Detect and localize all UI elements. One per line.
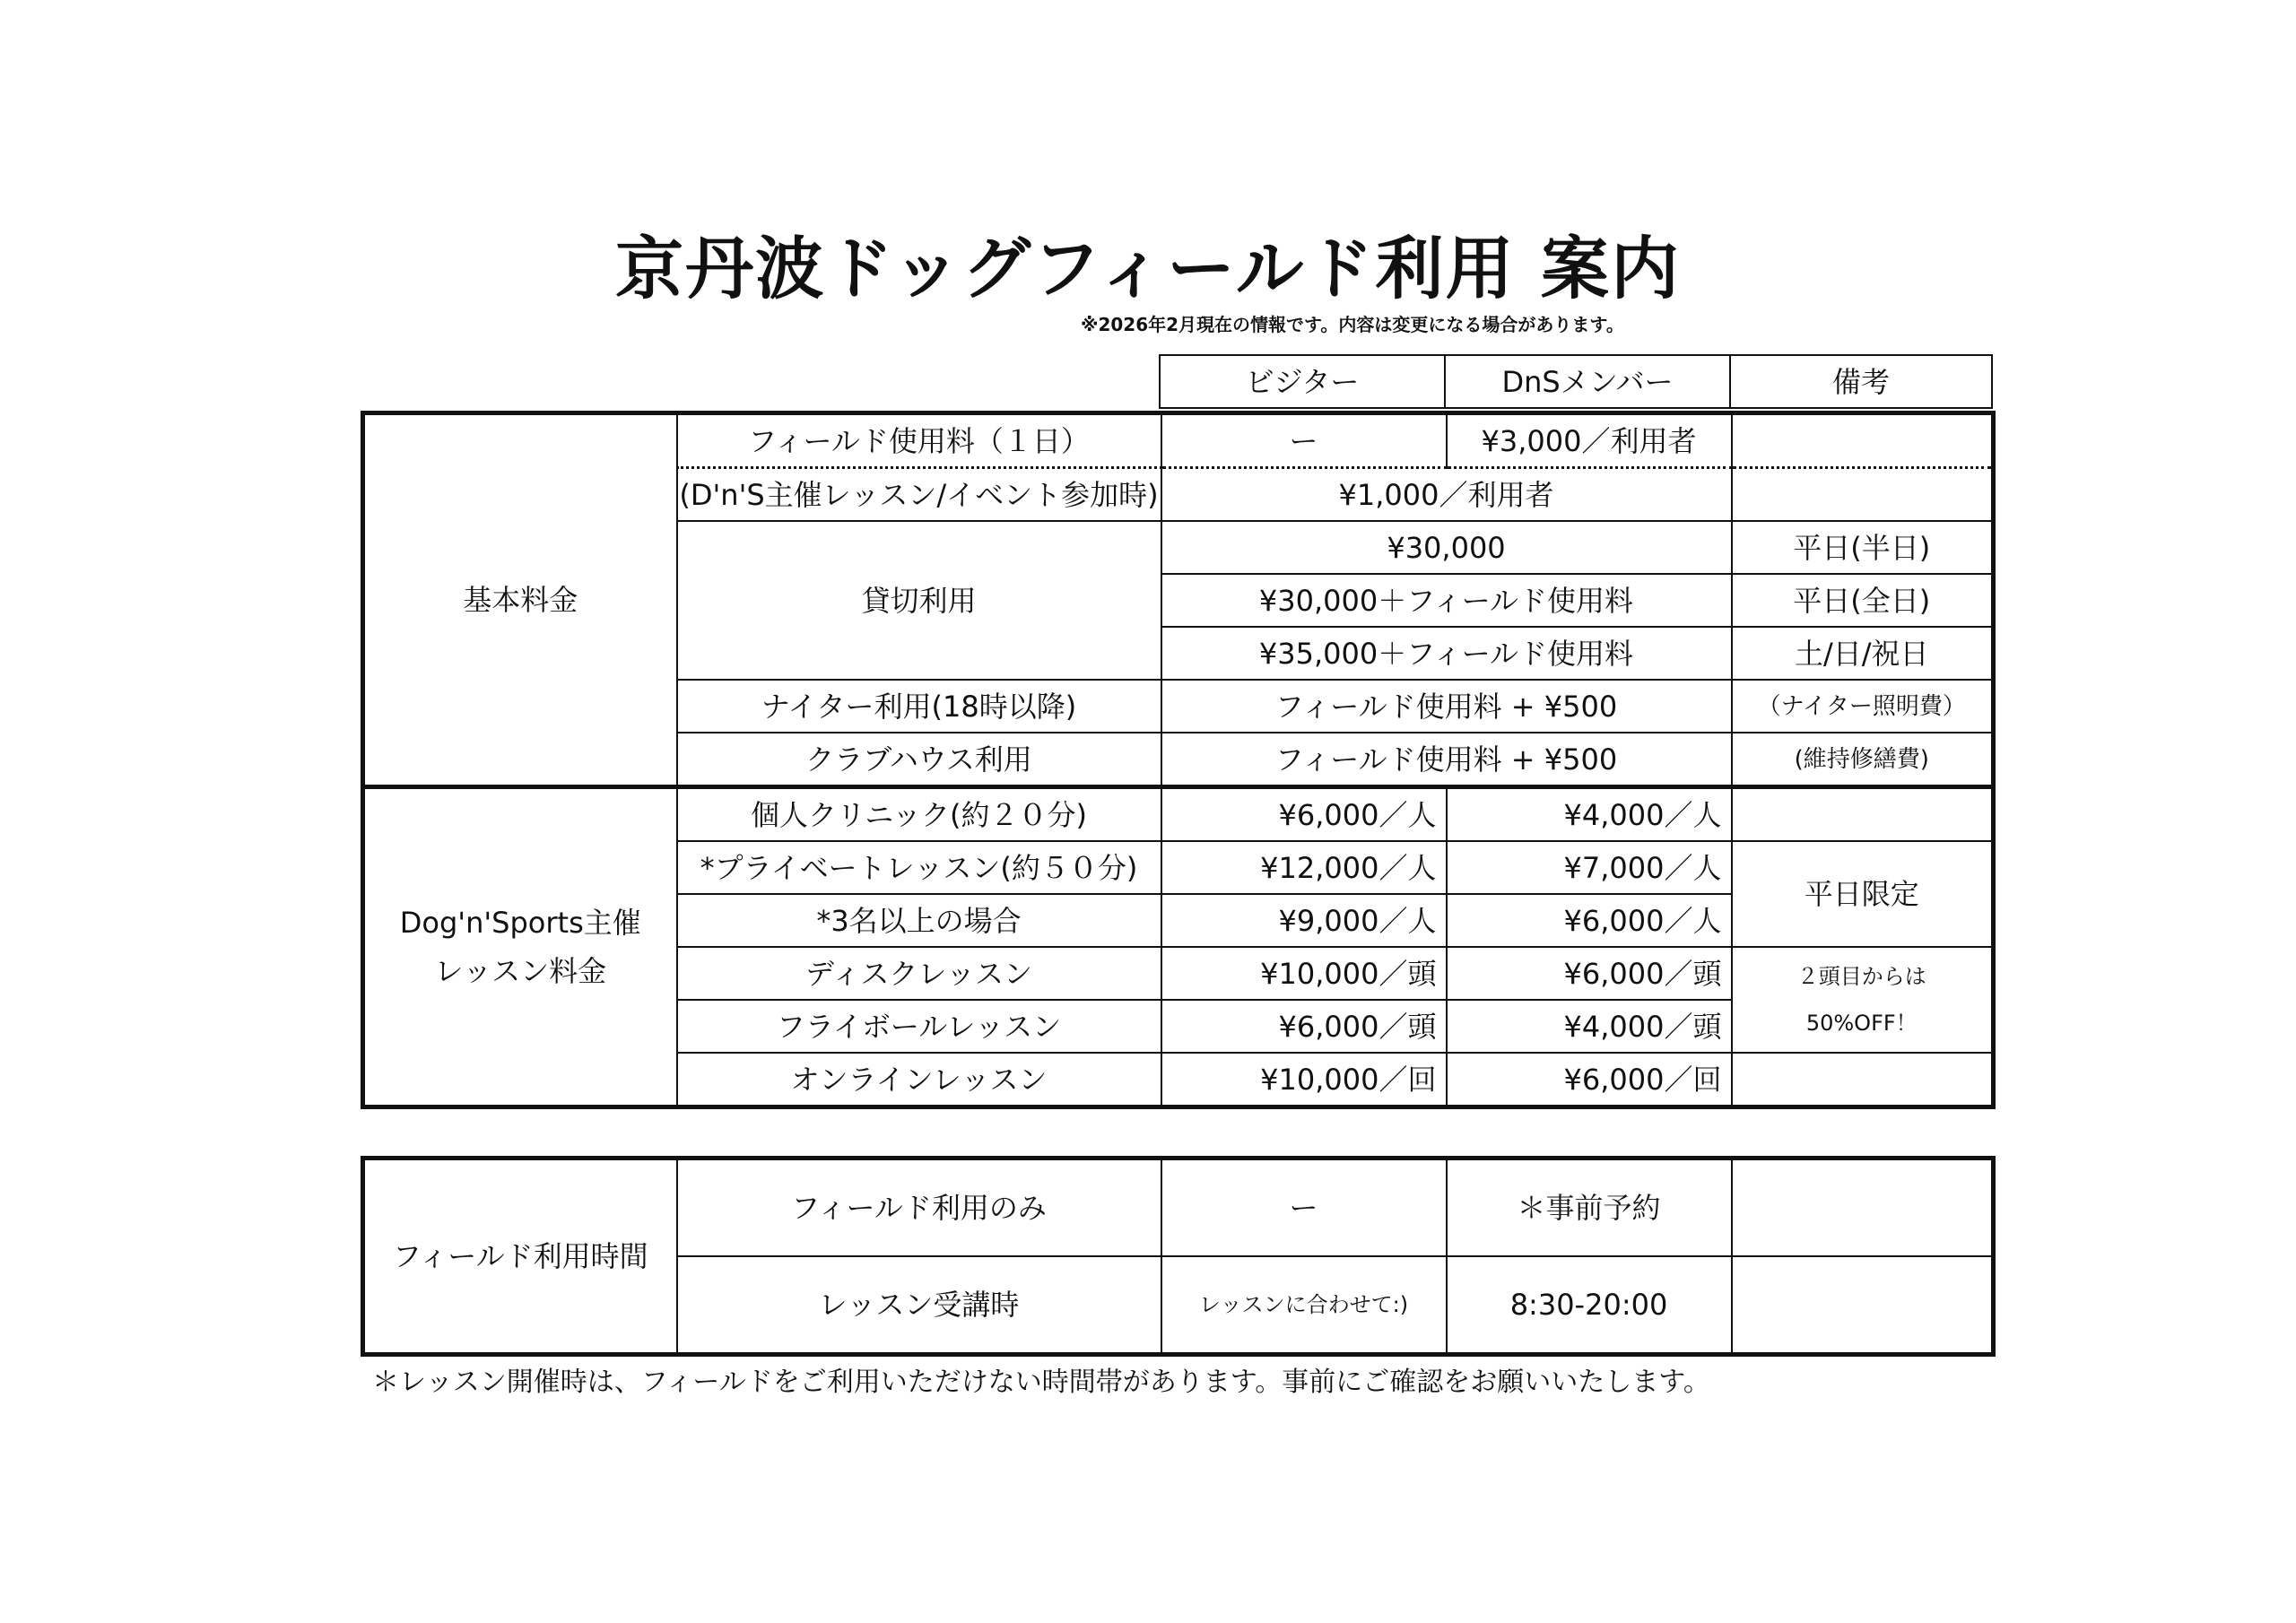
discount-line2: 50%OFF！ xyxy=(1805,1011,1918,1036)
nighter-remarks: （ナイター照明費） xyxy=(1732,680,1994,733)
lesson-time-member: 8:30-20:00 xyxy=(1447,1256,1732,1355)
field-hours-table xyxy=(361,1156,1996,1357)
update-note: ※2026年2月現在の情報です。内容は変更になる場合があります。 xyxy=(1081,314,1624,335)
section-lesson-line1: Dog'n'Sports主催 xyxy=(399,906,641,940)
lesson-label: *プライベートレッスン(約５０分) xyxy=(677,841,1161,894)
event-remarks xyxy=(1732,468,1994,522)
lesson-label: オンラインレッスン xyxy=(677,1053,1161,1107)
price-table xyxy=(361,411,1996,1109)
lesson-time-label: レッスン受講時 xyxy=(677,1256,1161,1355)
event-label: (D'n'S主催レッスン/イベント参加時) xyxy=(677,468,1161,522)
table-row xyxy=(363,787,1994,842)
section-lesson-fee xyxy=(363,787,677,1107)
footer-note: ＊レッスン開催時は、フィールドをご利用いただけない時間帯があります。事前にご確認をお願いいたします。 xyxy=(372,1367,1710,1398)
charter-price: ¥30,000 xyxy=(1161,521,1732,574)
lesson-member-price: ¥7,000／人 xyxy=(1447,841,1732,894)
field-fee-visitor: ー xyxy=(1161,413,1447,468)
field-fee-label: フィールド使用料（１日） xyxy=(677,413,1161,468)
section-field-hours: フィールド利用時間 xyxy=(363,1159,677,1355)
field-only-remarks xyxy=(1732,1159,1994,1257)
lesson-visitor-price: ¥10,000／頭 xyxy=(1161,947,1447,1000)
lesson-visitor-price: ¥9,000／人 xyxy=(1161,894,1447,947)
lesson-member-price: ¥6,000／頭 xyxy=(1447,947,1732,1000)
price-table-header xyxy=(1159,354,1993,409)
charter-label: 貸切利用 xyxy=(677,521,1161,680)
lesson-member-price: ¥6,000／人 xyxy=(1447,894,1732,947)
field-only-member: ＊事前予約 xyxy=(1447,1159,1732,1257)
lesson-time-visitor: レッスンに合わせて:) xyxy=(1161,1256,1447,1355)
header-visitor: ビジター xyxy=(1160,355,1445,408)
discount-remark xyxy=(1732,947,1994,1053)
lesson-label: フライボールレッスン xyxy=(677,1000,1161,1053)
page-title: 京丹波ドッグフィールド利用 案内 xyxy=(615,229,1681,308)
lesson-member-price: ¥4,000／人 xyxy=(1447,787,1732,842)
lesson-label: 個人クリニック(約２０分) xyxy=(677,787,1161,842)
field-only-label: フィールド利用のみ xyxy=(677,1159,1161,1257)
lesson-visitor-price: ¥10,000／回 xyxy=(1161,1053,1447,1107)
lesson-label: ディスクレッスン xyxy=(677,947,1161,1000)
table-row xyxy=(363,413,1994,468)
clubhouse-label: クラブハウス利用 xyxy=(677,733,1161,787)
lesson-member-price: ¥4,000／頭 xyxy=(1447,1000,1732,1053)
field-fee-remarks xyxy=(1732,413,1994,468)
header-member: DnSメンバー xyxy=(1445,355,1730,408)
table-row xyxy=(363,1159,1994,1257)
clubhouse-remarks: (維持修繕費) xyxy=(1732,733,1994,787)
nighter-price: フィールド使用料 + ¥500 xyxy=(1161,680,1732,733)
event-price: ¥1,000／利用者 xyxy=(1161,468,1732,522)
charter-remarks: 平日(全日) xyxy=(1732,574,1994,627)
charter-price: ¥35,000＋フィールド使用料 xyxy=(1161,627,1732,680)
charter-price: ¥30,000＋フィールド使用料 xyxy=(1161,574,1732,627)
lesson-remarks xyxy=(1732,787,1994,842)
section-lesson-line2: レッスン料金 xyxy=(434,954,607,988)
field-only-visitor: ー xyxy=(1161,1159,1447,1257)
lesson-member-price: ¥6,000／回 xyxy=(1447,1053,1732,1107)
lesson-visitor-price: ¥6,000／人 xyxy=(1161,787,1447,842)
field-fee-member: ¥3,000／利用者 xyxy=(1447,413,1732,468)
charter-remarks: 平日(半日) xyxy=(1732,521,1994,574)
lesson-time-remarks xyxy=(1732,1256,1994,1355)
lesson-visitor-price: ¥6,000／頭 xyxy=(1161,1000,1447,1053)
weekday-only-remark: 平日限定 xyxy=(1732,841,1994,947)
clubhouse-price: フィールド使用料 + ¥500 xyxy=(1161,733,1732,787)
lesson-label: *3名以上の場合 xyxy=(677,894,1161,947)
section-basic-fee: 基本料金 xyxy=(363,413,677,787)
discount-line1: ２頭目からは xyxy=(1796,964,1926,989)
lesson-visitor-price: ¥12,000／人 xyxy=(1161,841,1447,894)
header-remarks: 備考 xyxy=(1730,355,1992,408)
lesson-remarks xyxy=(1732,1053,1994,1107)
nighter-label: ナイター利用(18時以降) xyxy=(677,680,1161,733)
charter-remarks: 土/日/祝日 xyxy=(1732,627,1994,680)
